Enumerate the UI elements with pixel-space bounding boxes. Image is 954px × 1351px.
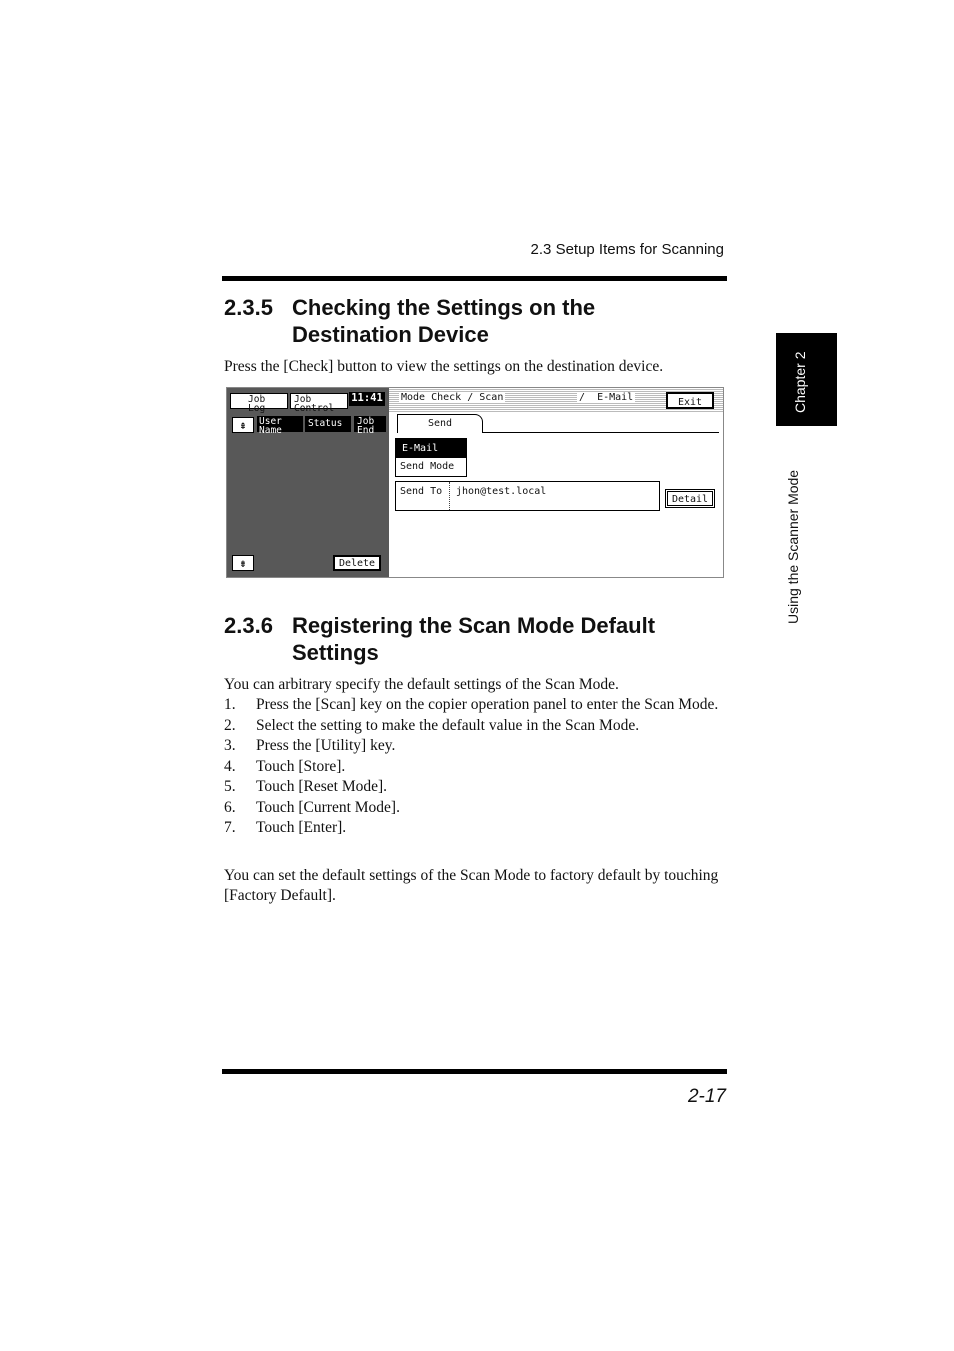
send-mode-item[interactable]: Send Mode xyxy=(395,458,467,477)
running-header: 2.3 Setup Items for Scanning xyxy=(530,241,724,258)
list-item xyxy=(224,818,724,839)
list-item xyxy=(224,798,724,819)
list-item xyxy=(224,695,724,716)
mode-bar xyxy=(389,388,723,413)
mode-title: Mode Check / Scan xyxy=(401,392,504,403)
tab-send[interactable]: Send xyxy=(397,414,483,433)
job-end-column[interactable]: Job End xyxy=(354,416,386,432)
step-number: 1. xyxy=(224,696,236,713)
step-text: Press the [Utility] key. xyxy=(256,737,396,754)
chapter-side-title: Using the Scanner Mode xyxy=(785,469,801,624)
bottom-rule xyxy=(222,1069,727,1074)
step-number: 2. xyxy=(224,716,236,734)
list-item xyxy=(224,777,724,798)
step-number: 4. xyxy=(224,757,236,775)
user-name-column[interactable]: User Name xyxy=(257,416,303,432)
status-column[interactable]: Status xyxy=(305,416,351,432)
job-list-area xyxy=(227,388,389,577)
chapter-label: Chapter 2 xyxy=(792,351,808,413)
send-to-value: jhon@test.local xyxy=(456,486,547,497)
delete-button[interactable]: Delete xyxy=(333,555,381,571)
check-screen-panel xyxy=(226,387,724,578)
send-to-label: Send To xyxy=(400,486,443,497)
step-text: Press the [Scan] key on the copier operation panel to enter the Scan Mode. xyxy=(256,696,719,713)
section-number: 2.3.5 xyxy=(224,295,273,320)
mode-separator: / xyxy=(579,392,586,403)
step-text: Touch [Enter]. xyxy=(256,819,347,836)
mode-check-area xyxy=(389,388,723,577)
section-number: 2.3.6 xyxy=(224,613,273,638)
step-text: Touch [Current Mode]. xyxy=(256,798,400,816)
step-number: 3. xyxy=(224,737,236,754)
job-log-button[interactable]: Job Log xyxy=(230,393,288,409)
step-number: 5. xyxy=(224,778,236,795)
job-control-button[interactable]: Job Control xyxy=(290,393,348,409)
step-number: 7. xyxy=(224,819,236,836)
step-text: Touch [Reset Mode]. xyxy=(256,778,388,795)
list-item xyxy=(224,736,724,757)
scroll-down-icon: ⇟ xyxy=(239,556,247,570)
section-body: Press the [Check] button to view the settings on the destination device. xyxy=(224,358,664,375)
closing-paragraph: You can set the default settings of the Scan Mode to factory default by touching [Factory Default]. xyxy=(224,867,719,904)
email-item[interactable]: E-Mail xyxy=(395,438,467,458)
scroll-down-button[interactable] xyxy=(232,555,254,571)
scroll-up-icon: ⇞ xyxy=(239,418,247,432)
section-title: Checking the Settings on the Destination Device xyxy=(292,295,596,347)
section-intro: You can arbitrary specify the default settings of the Scan Mode. xyxy=(224,676,619,693)
exit-button[interactable]: Exit xyxy=(666,392,714,409)
step-text: Touch [Store]. xyxy=(256,757,346,775)
mode-destination-type xyxy=(577,392,635,403)
clock: 11:41 xyxy=(349,392,385,406)
tab-underline xyxy=(483,432,719,433)
send-to-field xyxy=(395,481,660,511)
step-number: 6. xyxy=(224,798,236,816)
scroll-up-button[interactable] xyxy=(232,417,254,433)
step-text: Select the setting to make the default value in the Scan Mode. xyxy=(256,716,640,734)
section-title: Registering the Scan Mode Default Settings xyxy=(292,613,656,665)
top-rule xyxy=(222,276,727,281)
list-item xyxy=(224,716,724,737)
page-number: 2-17 xyxy=(687,1086,726,1107)
mode-email: E-Mail xyxy=(597,392,634,403)
send-to-divider xyxy=(449,482,450,510)
list-item xyxy=(224,757,724,778)
detail-button[interactable]: Detail xyxy=(665,489,715,508)
steps-list xyxy=(224,695,724,839)
